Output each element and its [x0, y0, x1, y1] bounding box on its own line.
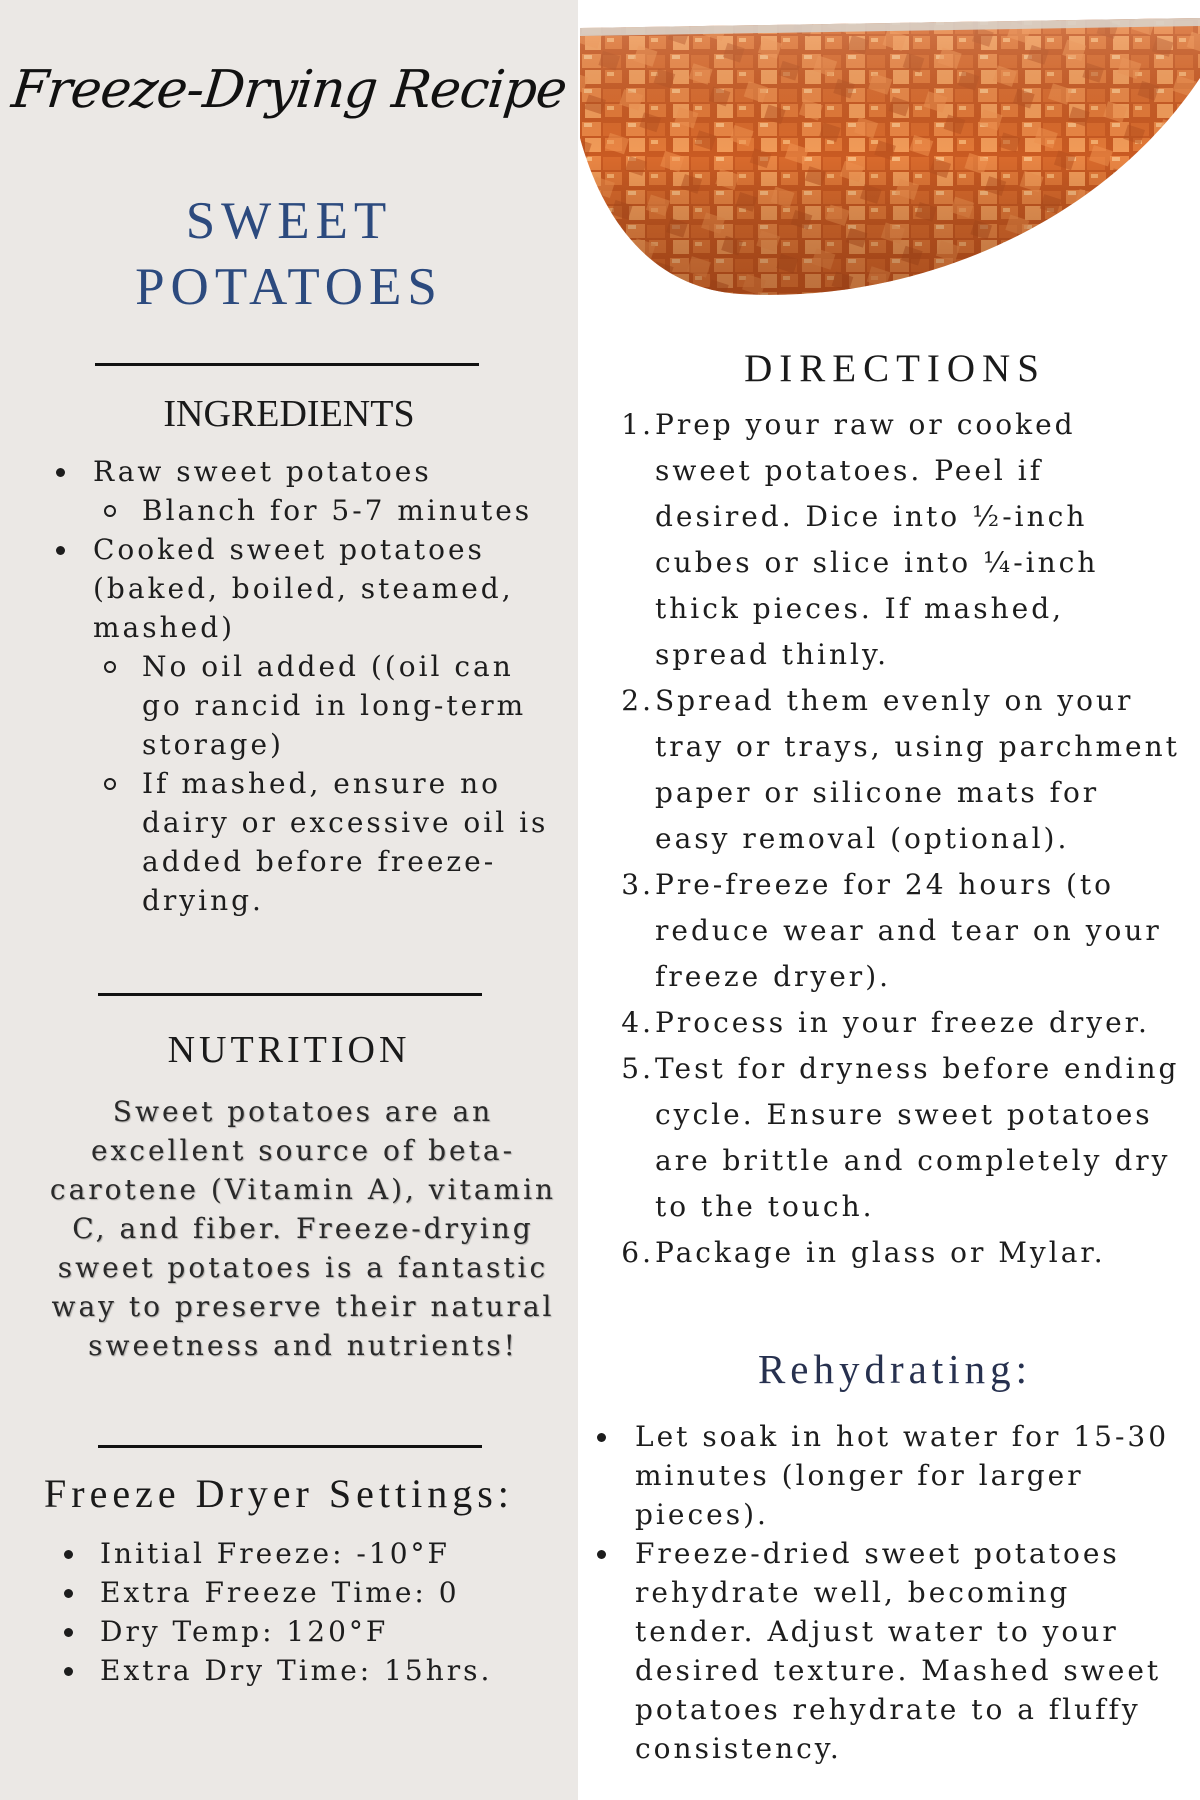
recipe-title — [0, 188, 578, 320]
rehydrating-heading: Rehydrating: — [757, 1346, 1033, 1392]
settings-heading: Freeze Dryer Settings: — [44, 1471, 514, 1516]
rehydrating-item: Freeze-dried sweet potatoes rehydrate well, becoming tender. Adjust water to your desired texture. Mashed sweet potatoes rehydrate to a fluffy consistency. — [0, 1534, 1180, 1768]
setting-item: Extra Dry Time: 15hrs. — [0, 1651, 578, 1690]
step-text: Pre-freeze for 24 hours (to reduce wear and tear on your freeze dryer). — [655, 868, 1162, 993]
direction-step — [0, 1230, 1180, 1276]
directions-list — [0, 402, 1200, 1276]
step-text: Prep your raw or cooked sweet potatoes. Peel if desired. Dice into ½-inch cubes or slice into ¼-inch thick pieces. If mashed, spread thinly. — [655, 408, 1099, 671]
ingredient-subitem-text: Blanch for 5-7 minutes — [142, 494, 533, 527]
step-number: 3. — [621, 868, 654, 901]
step-number: 2. — [621, 684, 654, 717]
divider — [95, 363, 479, 366]
setting-item: Dry Temp: 120°F — [0, 1612, 578, 1651]
ingredient-text: Raw sweet potatoes — [93, 455, 432, 488]
step-number: 6. — [621, 1236, 654, 1269]
step-text: Package in glass or Mylar. — [655, 1236, 1106, 1269]
step-text: Test for dryness before ending cycle. Ensure sweet potatoes are brittle and completely dry to the touch. — [655, 1052, 1180, 1223]
direction-step — [0, 402, 1180, 678]
direction-step — [0, 1000, 1180, 1046]
ingredient-text: Cooked sweet potatoes (baked, boiled, steamed, mashed) — [93, 533, 514, 644]
ingredients-heading: INGREDIENTS — [163, 393, 415, 435]
step-number: 4. — [621, 1006, 654, 1039]
step-number: 5. — [621, 1052, 654, 1085]
setting-item: Initial Freeze: -10°F — [0, 1534, 578, 1573]
recipe-title-line-2: POTATOES — [135, 258, 443, 316]
setting-item: Extra Freeze Time: 0 — [0, 1573, 578, 1612]
step-text: Process in your freeze dryer. — [655, 1006, 1150, 1039]
sweet-potato-photo — [580, 18, 1200, 298]
sweet-potato-photo-image — [580, 18, 1200, 298]
step-text: Spread them evenly on your tray or trays, using parchment paper or silicone mats for easy removal (optional). — [655, 684, 1180, 855]
direction-step — [0, 862, 1180, 1000]
recipe-label: Freeze-Drying Recipe — [8, 60, 570, 120]
ingredient-subitem-text: No oil added ((oil can go rancid in long-term storage) — [142, 650, 527, 761]
nutrition-text: Sweet potatoes are an excellent source of beta-carotene (Vitamin A), vitamin C, and fiber. Freeze-drying sweet potatoes is a fantastic way to preserve their natural sweetness and nutrients! — [49, 1095, 557, 1362]
direction-step — [0, 678, 1180, 862]
ingredient-subitem-text: If mashed, ensure no dairy or excessive oil is added before freeze-drying. — [142, 767, 549, 917]
rehydrating-item: Let soak in hot water for 15-30 minutes (longer for larger pieces). — [0, 1417, 1180, 1534]
directions-heading: DIRECTIONS — [744, 347, 1046, 390]
step-number: 1. — [621, 408, 654, 441]
rehydrating-list — [0, 1417, 1200, 1768]
recipe-title-line-1: SWEET — [185, 192, 393, 250]
nutrition-heading: NUTRITION — [167, 1029, 411, 1071]
direction-step — [0, 1046, 1180, 1230]
